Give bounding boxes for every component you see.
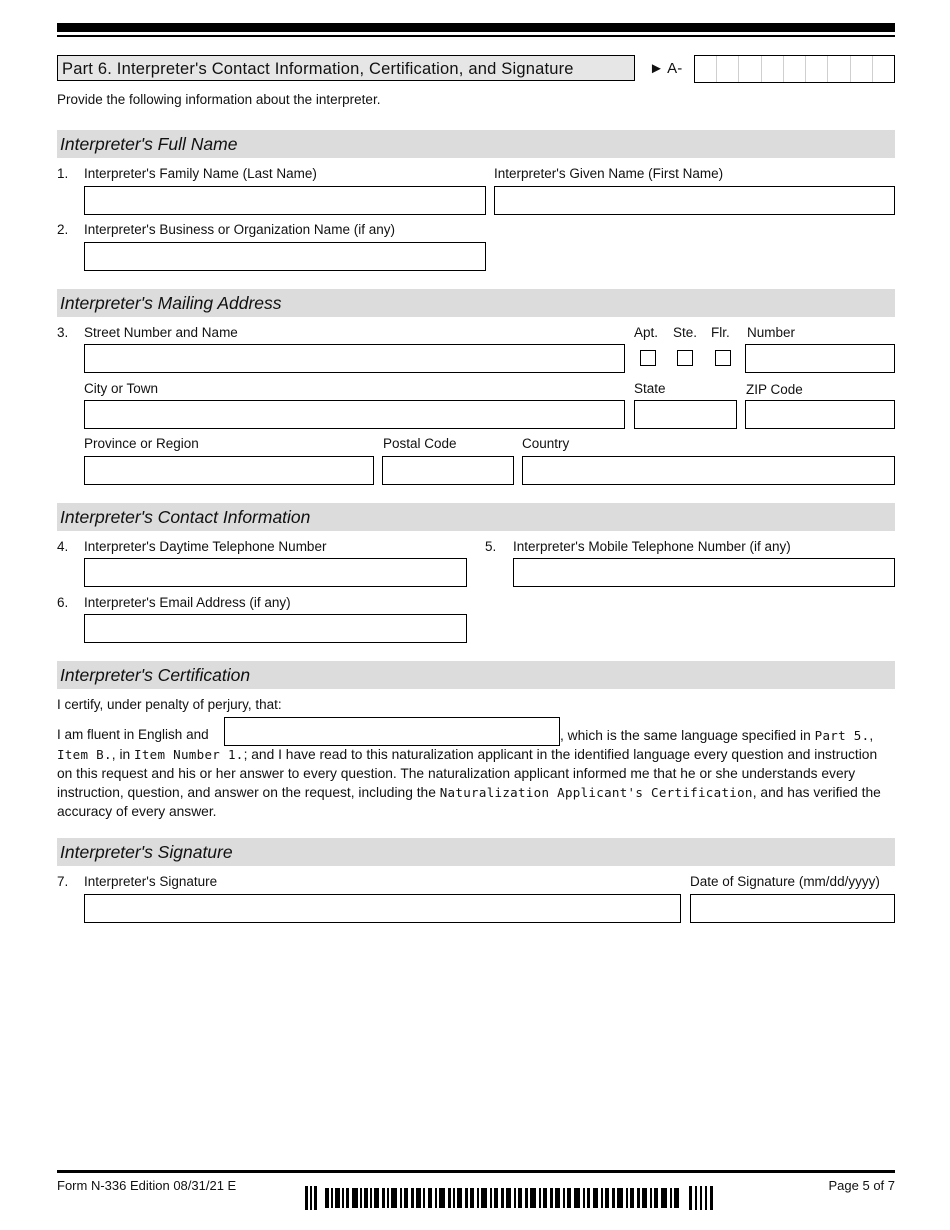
- mobile-phone-label: Interpreter's Mobile Telephone Number (if any): [513, 539, 791, 554]
- fluent-prefix: I am fluent in English and: [57, 727, 209, 742]
- signature-input[interactable]: [84, 894, 681, 923]
- top-rule-thick: [57, 23, 895, 32]
- cert-end: , and has verified the accuracy of every answer.: [57, 785, 881, 819]
- page-number: Page 5 of 7: [828, 1178, 895, 1193]
- email-label: Interpreter's Email Address (if any): [84, 595, 291, 610]
- ste-checkbox[interactable]: [677, 350, 693, 366]
- daytime-phone-label: Interpreter's Daytime Telephone Number: [84, 539, 327, 554]
- section-signature: Interpreter's Signature: [57, 838, 895, 866]
- item-number-6: 6.: [57, 595, 69, 610]
- cert-fluent-suffix: , which is the same language specified in: [560, 728, 815, 743]
- section-full-name: Interpreter's Full Name: [57, 130, 895, 158]
- country-label: Country: [522, 436, 570, 451]
- city-label: City or Town: [84, 381, 159, 396]
- given-name-input[interactable]: [494, 186, 895, 215]
- cert-in: , in: [111, 747, 135, 762]
- certification-paragraph: [57, 726, 895, 821]
- section-mailing-address: Interpreter's Mailing Address: [57, 289, 895, 317]
- family-name-input[interactable]: [84, 186, 486, 215]
- ref-item-b: Item B.: [57, 747, 112, 762]
- street-label: Street Number and Name: [84, 325, 238, 340]
- item-number-7: 7.: [57, 874, 69, 889]
- ste-label: Ste.: [673, 325, 698, 340]
- province-label: Province or Region: [84, 436, 199, 451]
- section-contact-info: Interpreter's Contact Information: [57, 503, 895, 531]
- unit-number-label: Number: [747, 325, 796, 340]
- apt-label: Apt.: [634, 325, 659, 340]
- province-input[interactable]: [84, 456, 374, 485]
- ref-item-number-1: Item Number 1.: [134, 747, 244, 762]
- signature-date-label: Date of Signature (mm/dd/yyyy): [690, 874, 880, 889]
- form-edition: Form N-336 Edition 08/31/21 E: [57, 1178, 237, 1193]
- ref-part-5: Part 5.: [814, 728, 870, 743]
- city-input[interactable]: [84, 400, 625, 429]
- zip-label: ZIP Code: [746, 382, 803, 397]
- item-number-5: 5.: [485, 539, 497, 554]
- daytime-phone-input[interactable]: [84, 558, 467, 587]
- flr-checkbox[interactable]: [715, 350, 731, 366]
- signature-label: Interpreter's Signature: [84, 874, 218, 889]
- street-input[interactable]: [84, 344, 625, 373]
- zip-input[interactable]: [745, 400, 895, 429]
- section-certification: Interpreter's Certification: [57, 661, 895, 689]
- unit-number-input[interactable]: [745, 344, 895, 373]
- barcode-icon: [305, 1186, 715, 1210]
- cert-body: ; and I have read to this naturalization applicant in the identified language every question and instruction on this request and his or her answer to every question. The naturalization applicant informed me that he or she understands every instruction, question, and answer on the request, including the: [57, 747, 878, 800]
- postal-code-input[interactable]: [382, 456, 514, 485]
- state-label: State: [634, 381, 666, 396]
- country-input[interactable]: [522, 456, 895, 485]
- item-number-2: 2.: [57, 222, 69, 237]
- item-number-1: 1.: [57, 166, 69, 181]
- signature-date-input[interactable]: [690, 894, 895, 923]
- family-name-label: Interpreter's Family Name (Last Name): [84, 166, 317, 181]
- item-number-3: 3.: [57, 325, 69, 340]
- postal-code-label: Postal Code: [383, 436, 457, 451]
- top-rule-thin: [57, 35, 895, 37]
- a-number-label: ► A-: [649, 60, 683, 77]
- part-title: Part 6. Interpreter's Contact Information, Certification, and Signature: [57, 55, 635, 81]
- ref-applicant-certification: Naturalization Applicant's Certification: [439, 785, 753, 800]
- business-name-input[interactable]: [84, 242, 486, 271]
- business-name-label: Interpreter's Business or Organization Name (if any): [84, 222, 395, 237]
- mobile-phone-input[interactable]: [513, 558, 895, 587]
- email-input[interactable]: [84, 614, 467, 643]
- item-number-4: 4.: [57, 539, 69, 554]
- apt-checkbox[interactable]: [640, 350, 656, 366]
- flr-label: Flr.: [711, 325, 730, 340]
- given-name-label: Interpreter's Given Name (First Name): [494, 166, 724, 181]
- a-number-input[interactable]: [694, 55, 895, 83]
- state-input[interactable]: [634, 400, 737, 429]
- footer-rule: [57, 1170, 895, 1173]
- certify-intro: I certify, under penalty of perjury, that:: [57, 697, 282, 712]
- cert-comma: ,: [869, 728, 874, 743]
- intro-text: Provide the following information about the interpreter.: [57, 92, 381, 107]
